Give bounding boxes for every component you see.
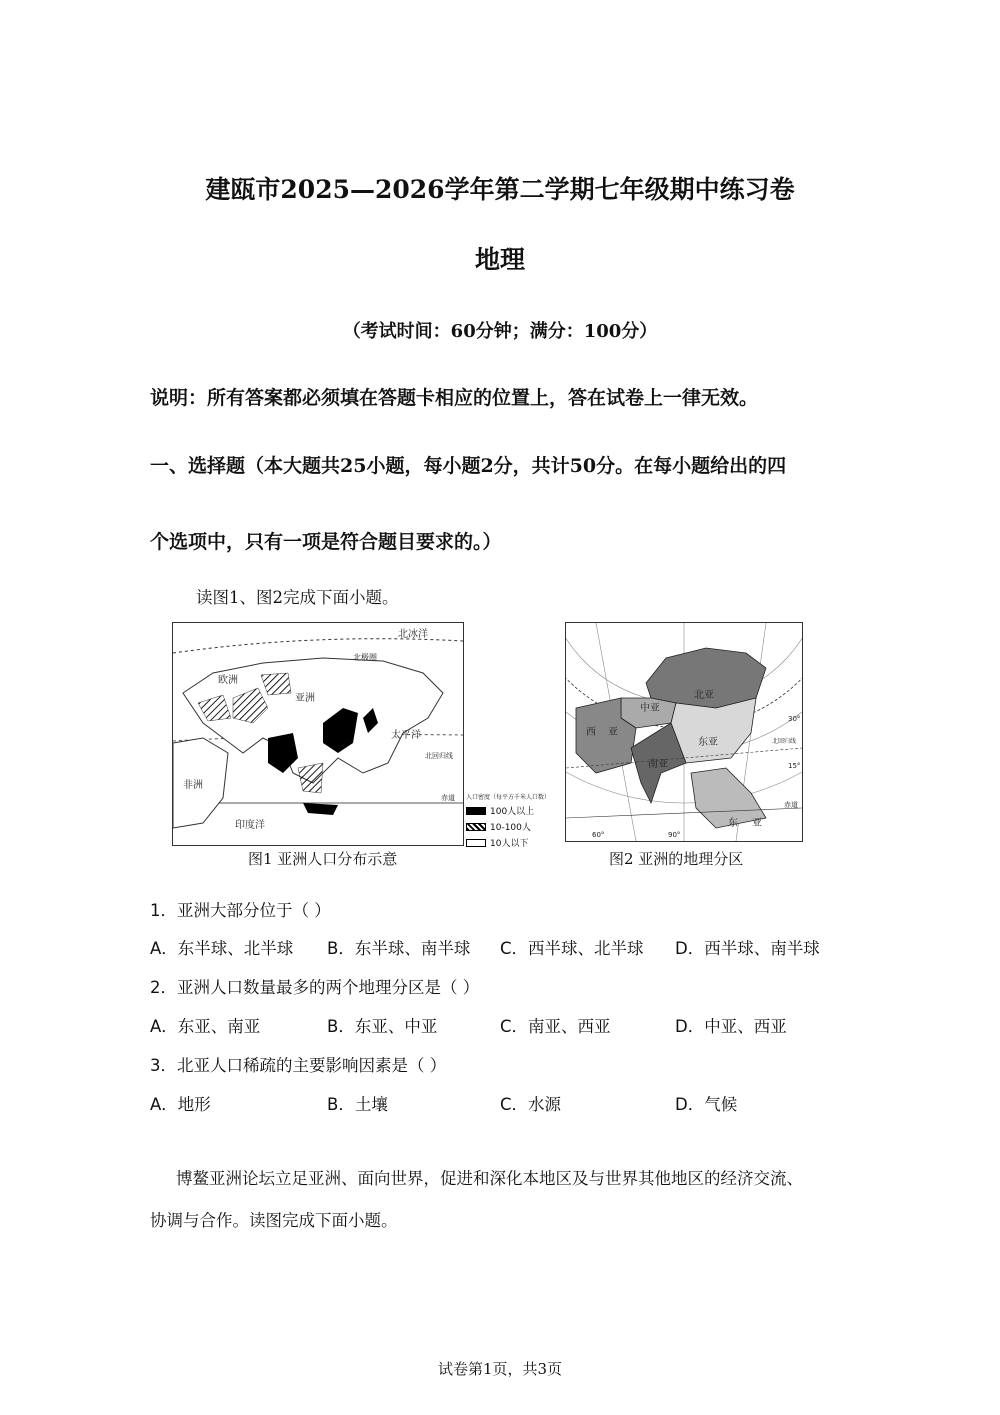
label-east-asia: 东亚 [698,737,718,748]
question-2-option-d[interactable]: D．中亚、西亚 [675,1017,787,1036]
legend-label-high: 100人以上 [490,807,535,817]
regions-map-svg [566,623,802,841]
label-equator: 赤道 [441,794,455,802]
label-arctic-ocean: 北冰洋 [398,629,428,640]
label-lat-15: 15° [788,762,801,770]
page-footer: 试卷第1页，共3页 [437,1360,563,1378]
figure-2-regions-map [565,622,803,842]
label-asia: 亚洲 [295,693,315,704]
label-equator-2: 赤道 [784,801,798,809]
passage-line-2: 协调与合作。读图完成下面小题。 [150,1211,398,1230]
legend-swatch-high [466,807,486,815]
legend-item-medium [466,820,566,833]
population-map-svg [173,623,463,845]
question-3-option-c[interactable]: C．水源 [500,1095,562,1114]
label-pacific: 太平洋 [391,730,421,741]
legend-item-low [466,836,566,849]
legend-label-medium: 10-100人 [490,823,531,833]
label-central-asia: 中亚 [640,703,660,714]
question-2-option-b[interactable]: B．东亚、中亚 [327,1017,438,1036]
label-south-asia: 南亚 [648,759,668,770]
figure-1-population-map [172,622,464,846]
section-heading-line1: 一、选择题（本大题共25小题，每小题2分，共计50分。在每小题给出的四 [150,455,787,477]
label-arctic-circle: 北极圈 [353,653,377,662]
question-3-stem: 3．北亚人口稀疏的主要影响因素是（ ） [150,1056,447,1075]
figure-1-caption: 图1 亚洲人口分布示意 [248,850,398,868]
question-3-option-d[interactable]: D．气候 [675,1095,738,1114]
question-1-option-c[interactable]: C．西半球、北半球 [500,939,644,958]
exam-info: （考试时间：60分钟；满分：100分） [342,321,658,342]
label-west-asia-1: 西 [586,727,596,738]
label-southeast-asia-1: 东 [728,818,738,829]
question-2-option-c[interactable]: C．南亚、西亚 [500,1017,611,1036]
label-north-asia: 北亚 [694,690,714,701]
question-2-option-a[interactable]: A．东亚、南亚 [150,1017,261,1036]
legend-title: 人口密度（每平方千米人口数） [466,794,551,801]
exam-title: 建瓯市2025—2026学年第二学期七年级期中练习卷 [205,175,795,204]
label-west-asia-2: 亚 [608,727,618,738]
question-3-option-a[interactable]: A．地形 [150,1095,211,1114]
question-1-option-b[interactable]: B．东半球、南半球 [327,939,471,958]
passage-line-1: 博鳌亚洲论坛立足亚洲、面向世界，促进和深化本地区及与世界其他地区的经济交流、 [176,1169,803,1188]
question-1-option-d[interactable]: D．西半球、南半球 [675,939,820,958]
label-indian-ocean: 印度洋 [235,820,265,831]
figure-2-caption: 图2 亚洲的地理分区 [609,850,744,868]
label-southeast-asia-2: 亚 [752,818,762,829]
label-tropic: 北回归线 [425,752,453,760]
figure-intro: 读图1、图2完成下面小题。 [196,588,399,607]
subject-title: 地理 [474,245,525,274]
label-tropic-2: 北回归线 [772,738,797,745]
legend-item-high [466,804,566,817]
question-1-option-a[interactable]: A．东半球、北半球 [150,939,294,958]
label-lon-60: 60° [592,831,605,839]
instruction-note: 说明：所有答案都必须填在答题卡相应的位置上，答在试卷上一律无效。 [150,387,759,409]
figure-1-legend [466,792,566,849]
label-lon-90: 90° [668,831,681,839]
question-2-stem: 2．亚洲人口数量最多的两个地理分区是（ ） [150,978,480,997]
label-europe: 欧洲 [218,675,238,686]
legend-swatch-medium [466,823,486,831]
label-africa: 非洲 [183,780,203,791]
question-3-option-b[interactable]: B．土壤 [327,1095,388,1114]
question-1-stem: 1．亚洲大部分位于（ ） [150,901,331,920]
section-heading-line2: 个选项中，只有一项是符合题目要求的。） [150,531,502,553]
legend-swatch-low [466,839,486,847]
label-lat-30: 30° [788,715,801,723]
legend-label-low: 10人以下 [490,839,529,849]
